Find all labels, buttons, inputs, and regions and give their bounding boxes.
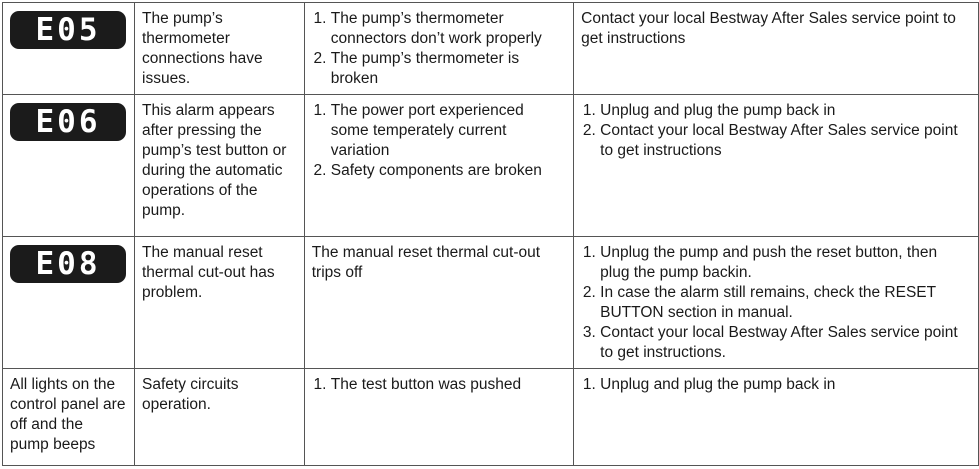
solution-text: Contact your local Bestway After Sales service point to get instructions xyxy=(581,10,956,47)
error-code-cell xyxy=(3,3,135,95)
cause-item: 1. The test button was pushed xyxy=(331,375,565,395)
solution-item: 3. Contact your local Bestway After Sales service point to get instructions. xyxy=(600,323,970,363)
solutions-list xyxy=(581,375,970,395)
cause-item: 1. The power port experienced some temperately current variation xyxy=(331,101,565,161)
causes-list xyxy=(312,101,565,181)
cause-item: 2. Safety components are broken xyxy=(331,161,565,181)
error-code-display: E06 xyxy=(10,103,126,141)
solution-cell xyxy=(574,237,979,369)
table-row xyxy=(3,95,979,237)
table-row xyxy=(3,3,979,95)
error-code-cell xyxy=(3,95,135,237)
description-text: This alarm appears after pressing the pump’s test button or during the automatic operations of the pump. xyxy=(142,102,287,219)
solution-item: 2. In case the alarm still remains, check the RESET BUTTON section in manual. xyxy=(600,283,970,323)
causes-cell xyxy=(304,237,573,369)
error-code-cell xyxy=(3,237,135,369)
description-text: The pump’s thermometer connections have issues. xyxy=(142,10,263,87)
error-code-display: E08 xyxy=(10,245,126,283)
solution-item: 1. Unplug the pump and push the reset button, then plug the pump backin. xyxy=(600,243,970,283)
description-cell xyxy=(135,369,305,466)
solution-item: 1. Unplug and plug the pump back in xyxy=(600,101,970,121)
description-cell xyxy=(135,237,305,369)
solution-item: 1. Unplug and plug the pump back in xyxy=(600,375,970,395)
causes-cell xyxy=(304,3,573,95)
solution-cell xyxy=(574,3,979,95)
causes-list xyxy=(312,375,565,395)
troubleshooting-table xyxy=(2,2,979,466)
solution-cell xyxy=(574,369,979,466)
description-text: Safety circuits operation. xyxy=(142,376,239,413)
cause-item: 1. The pump’s thermometer connectors don’t work properly xyxy=(331,9,565,49)
description-cell xyxy=(135,3,305,95)
description-text: The manual reset thermal cut-out has problem. xyxy=(142,244,275,301)
causes-cell xyxy=(304,95,573,237)
indicator-cell xyxy=(3,369,135,466)
cause-text: The manual reset thermal cut-out trips off xyxy=(311,244,541,281)
solutions-list xyxy=(581,101,970,161)
cause-item: 2. The pump’s thermometer is broken xyxy=(331,49,565,89)
solutions-list xyxy=(581,243,970,363)
solution-item: 2. Contact your local Bestway After Sales service point to get instructions xyxy=(600,121,970,161)
indicator-text: All lights on the control panel are off and the pump beeps xyxy=(10,376,126,453)
causes-list xyxy=(312,9,565,89)
causes-cell xyxy=(304,369,573,466)
error-code-display: E05 xyxy=(10,11,126,49)
table-row xyxy=(3,237,979,369)
solution-cell xyxy=(574,95,979,237)
table-row xyxy=(3,369,979,466)
description-cell xyxy=(135,95,305,237)
